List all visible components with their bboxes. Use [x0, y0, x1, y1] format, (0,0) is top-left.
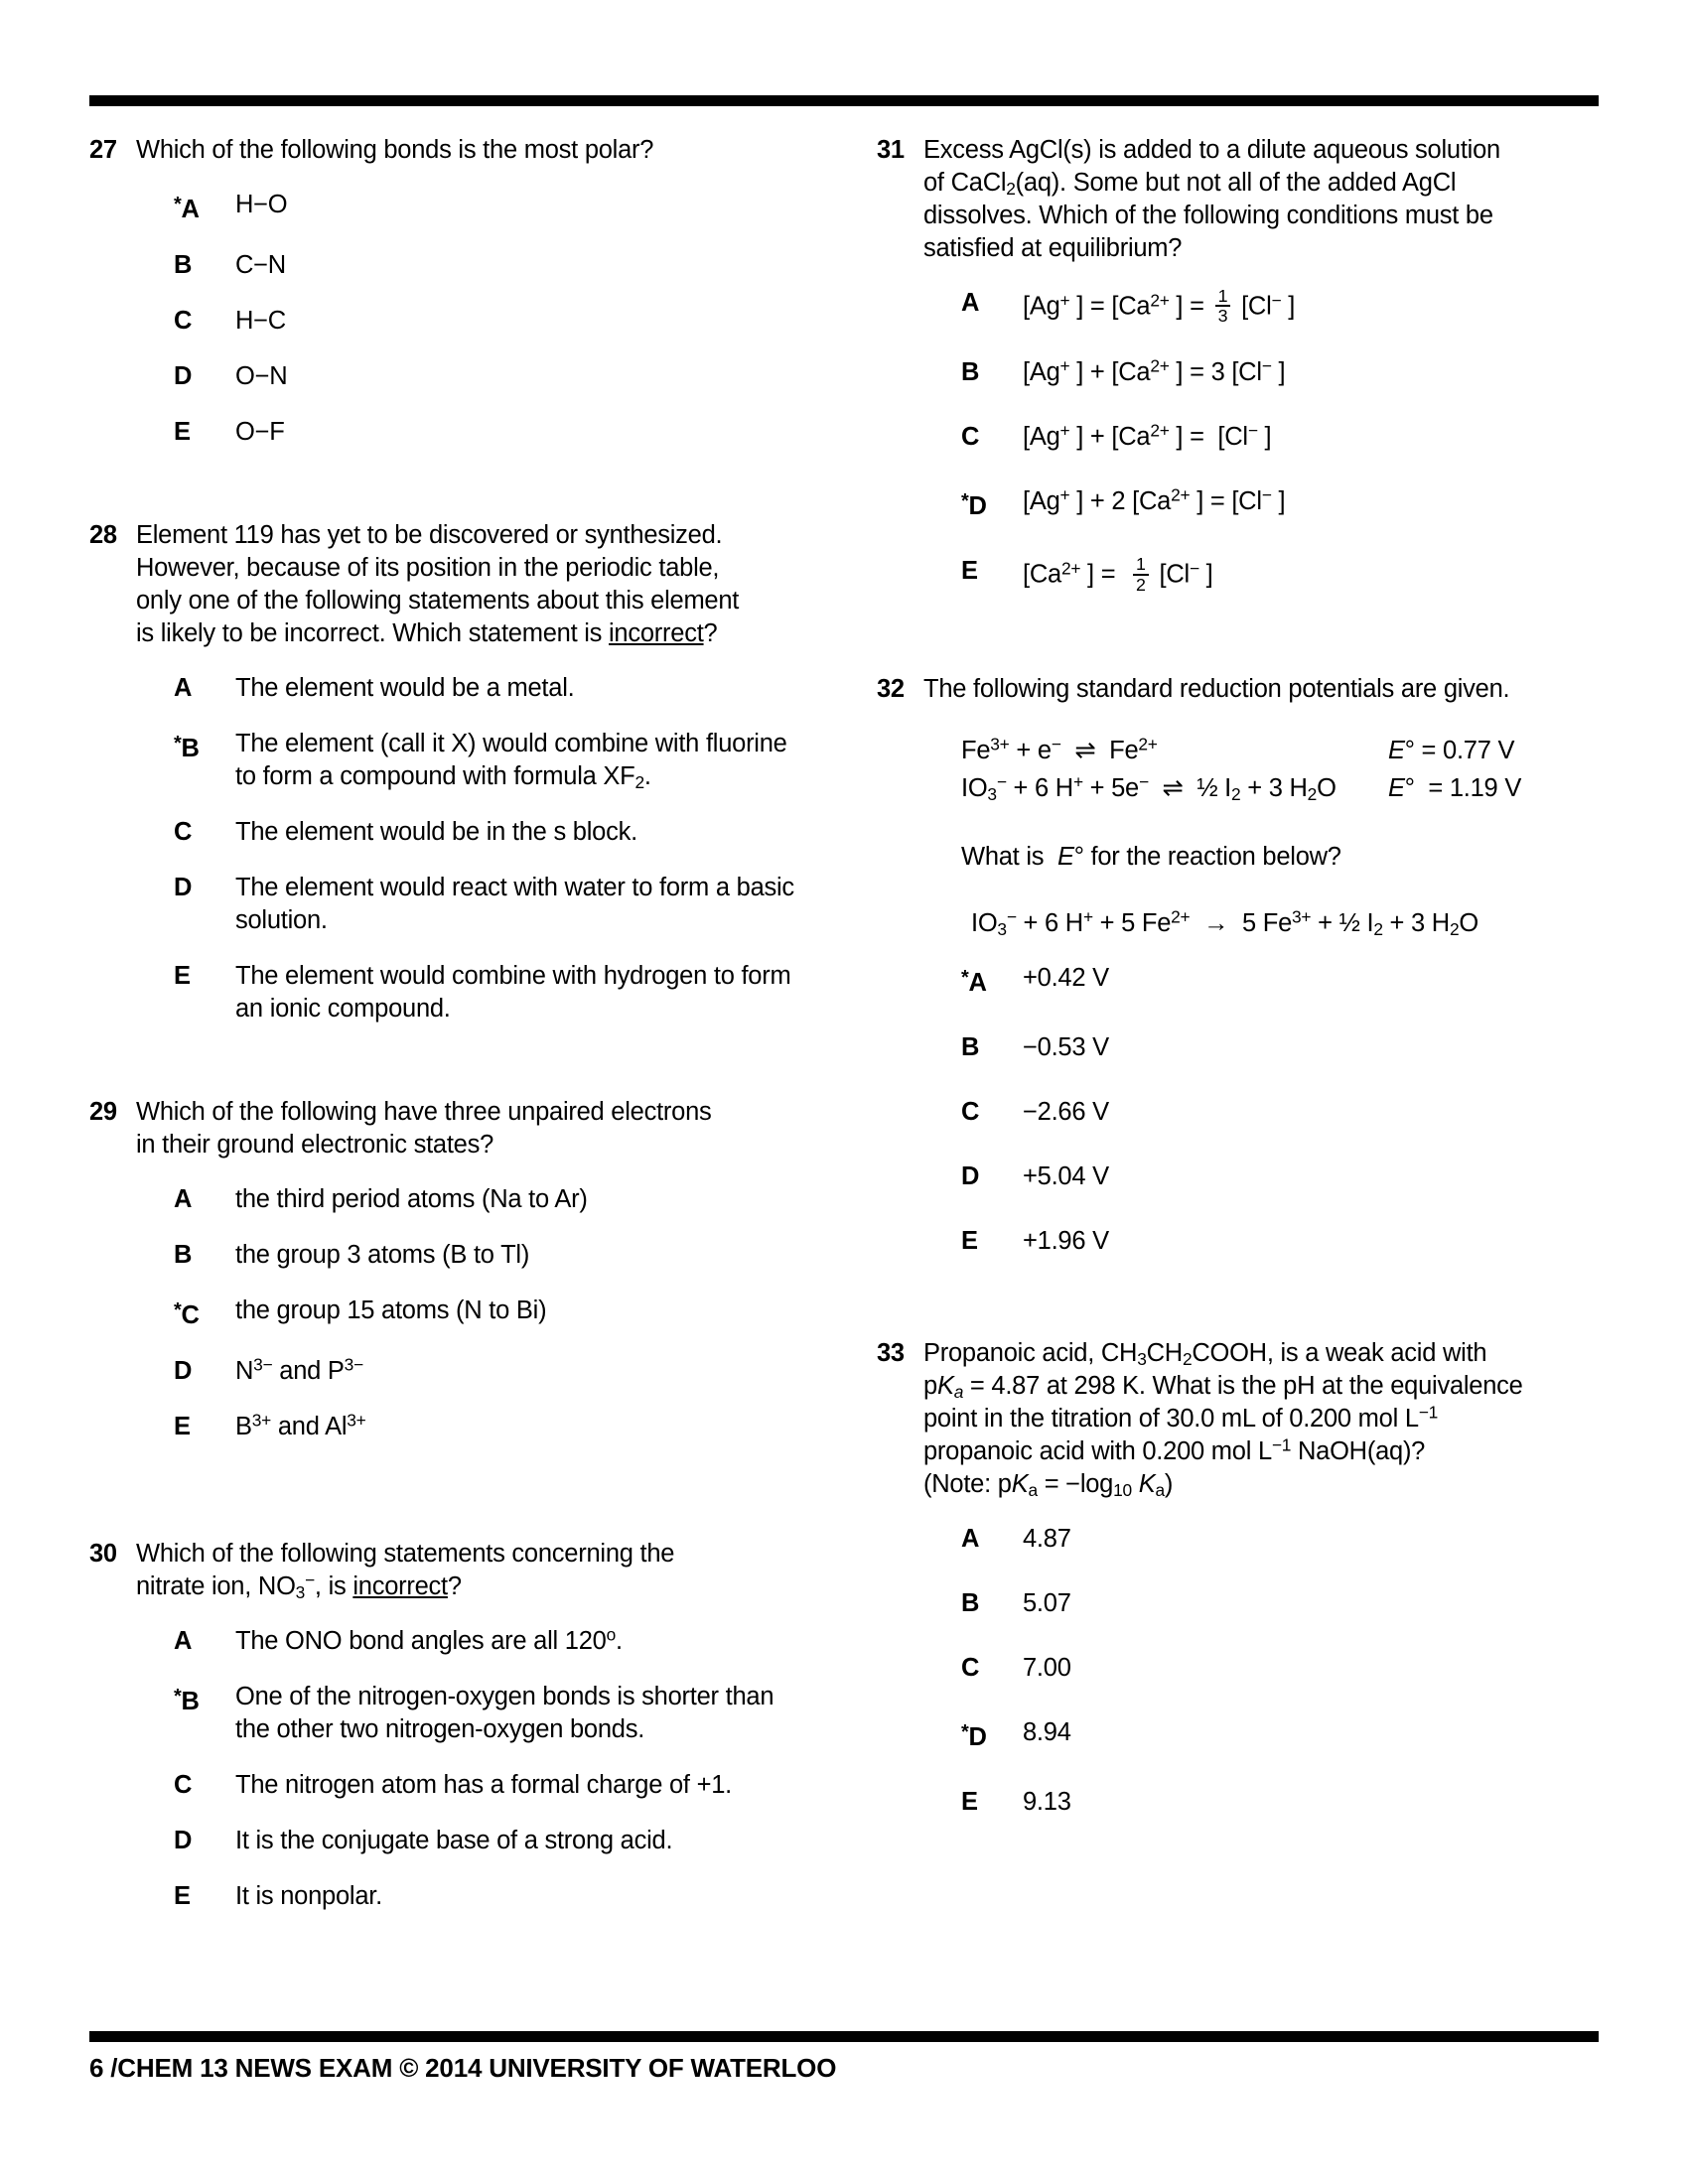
- question-27: [89, 134, 811, 472]
- option-33-d[interactable]: [961, 1716, 1599, 1754]
- question-32-subquestion: What is E° for the reaction below?: [961, 842, 1341, 871]
- option-27-b-letter: B: [174, 251, 193, 279]
- option-30-a-letter: A: [174, 1627, 193, 1655]
- option-32-b-text: −0.53 V: [1023, 1032, 1109, 1061]
- question-31-number: 31: [877, 136, 905, 164]
- option-27-d[interactable]: [174, 360, 811, 393]
- option-29-a[interactable]: [174, 1183, 811, 1216]
- option-29-b[interactable]: [174, 1239, 811, 1272]
- option-29-c-letter: *C: [174, 1299, 200, 1329]
- spacer: [89, 1466, 811, 1538]
- option-31-b-text: [Ag+ ] + [$Ca^{2+}$ ] = 3 [Cl− ]: [1023, 356, 1286, 387]
- question-32-redox-table: [961, 732, 1599, 807]
- question-33-stem-line-3: point in the titration of 30.0 mL of 0.200 mol $L^{-1}$: [923, 1402, 1439, 1433]
- option-28-e-letter: E: [174, 962, 191, 990]
- question-29-options: [136, 1183, 811, 1443]
- top-rule: [89, 95, 1599, 106]
- option-33-b[interactable]: [961, 1587, 1599, 1620]
- question-33-stem: [923, 1337, 1599, 1501]
- option-31-d-text: [Ag+ ] + 2 [$Ca^{2+}$ ] = [Cl− ]: [1023, 485, 1286, 516]
- option-31-c-text: [Ag+ ] + [$Ca^{2+}$ ] = [Cl− ]: [1023, 421, 1272, 452]
- option-32-d[interactable]: [961, 1160, 1599, 1193]
- option-31-b[interactable]: [961, 356, 1599, 389]
- option-28-b-letter: *B: [174, 733, 200, 762]
- question-29-number: 29: [89, 1098, 117, 1126]
- question-28-options: [136, 672, 811, 1025]
- question-32: [877, 673, 1599, 1290]
- option-33-a[interactable]: [961, 1523, 1599, 1556]
- option-28-c-text: The element would be in the s block.: [235, 818, 637, 846]
- left-column: [89, 134, 811, 1936]
- option-27-e[interactable]: [174, 416, 811, 449]
- option-27-d-text: O−N: [235, 362, 288, 390]
- option-27-a-text: H−O: [235, 191, 288, 218]
- option-31-a-text: [Ag+ ] = [$Ca^{2+}$ ] = $\frac{1}{3}$ [Cl− ]: [1023, 286, 1296, 327]
- option-31-c[interactable]: [961, 421, 1599, 454]
- question-31-stem: [923, 134, 1599, 265]
- option-27-c-letter: C: [174, 307, 193, 335]
- question-33-number: 33: [877, 1338, 905, 1367]
- question-30: [89, 1538, 811, 1936]
- option-29-b-text: the group 3 atoms (B to Tl): [235, 1241, 530, 1269]
- question-31-stem-line-3: dissolves. Which of the following conditions must be: [923, 202, 1493, 229]
- option-28-d-letter: D: [174, 874, 193, 901]
- option-28-d[interactable]: [174, 872, 811, 937]
- option-32-c[interactable]: [961, 1096, 1599, 1129]
- question-32-stem: The following standard reduction potentials are given.: [923, 674, 1510, 703]
- option-30-d[interactable]: [174, 1825, 811, 1857]
- question-33-stem-line-5: (Note: $pK_a = -\log_{10}$ $K_a$): [923, 1469, 1174, 1500]
- question-27-number: 27: [89, 136, 117, 164]
- option-33-c-text: 7.00: [1023, 1653, 1071, 1682]
- question-29: [89, 1096, 811, 1466]
- question-30-number: 30: [89, 1540, 117, 1568]
- option-30-a-text: The ONO bond angles are all 120$^o$.: [235, 1624, 623, 1655]
- question-31-options: [923, 287, 1599, 594]
- redox-equation-1: $Fe^{3+} + e^-$ ⇌ $Fe^{2+}$: [961, 734, 1158, 764]
- question-33-stem-line-4: propanoic acid with 0.200 mol $L^{-1}$ NaOH(aq)?: [923, 1434, 1426, 1465]
- option-29-c-text: the group 15 atoms (N to Bi): [235, 1297, 547, 1324]
- question-28-stem-line-3: only one of the following statements about this element: [136, 587, 740, 614]
- option-31-e-text: [$Ca^{2+}$ ] = $\frac{1}{2}$ [Cl− ]: [1023, 554, 1213, 595]
- question-27-body: [136, 134, 811, 472]
- option-27-c[interactable]: [174, 305, 811, 338]
- option-33-e-letter: E: [961, 1787, 978, 1816]
- question-28-stem-underlined: incorrect: [609, 619, 704, 647]
- option-29-e[interactable]: [174, 1411, 811, 1443]
- question-28-stem-line-4a: is likely to be incorrect. Which statement is: [136, 619, 610, 647]
- question-28-stem-line-4b: ?: [703, 619, 718, 647]
- question-32-number: 32: [877, 674, 905, 703]
- question-29-body: [136, 1096, 811, 1466]
- option-31-d[interactable]: [961, 485, 1599, 523]
- option-30-d-text: It is the conjugate base of a strong acid.: [235, 1827, 673, 1854]
- option-33-b-letter: B: [961, 1588, 980, 1617]
- option-31-a[interactable]: [961, 287, 1599, 325]
- option-31-e-letter: E: [961, 557, 978, 586]
- redox-equation-2: $IO_3^- + 6$ H+ + 5e− ⇌ ½ $I_2 + 3$ $H_2O$: [961, 771, 1336, 804]
- question-27-options: [136, 189, 811, 449]
- option-33-c-letter: C: [961, 1653, 980, 1682]
- option-31-c-letter: C: [961, 423, 980, 452]
- question-28-stem: [136, 519, 811, 650]
- question-29-stem-line-1: Which of the following have three unpaired electrons: [136, 1098, 712, 1126]
- option-32-d-letter: D: [961, 1161, 980, 1190]
- option-32-b[interactable]: [961, 1031, 1599, 1064]
- option-28-a-text: The element would be a metal.: [235, 674, 575, 702]
- question-31-stem-line-1: Excess AgCl(s) is added to a dilute aqueous solution: [923, 136, 1500, 164]
- option-28-e[interactable]: [174, 960, 811, 1025]
- option-30-c[interactable]: [174, 1769, 811, 1802]
- redox-row-2: [961, 769, 1599, 807]
- question-33: [877, 1337, 1599, 1850]
- option-32-b-letter: B: [961, 1032, 980, 1061]
- option-31-d-letter: *D: [961, 490, 987, 521]
- question-28-stem-line-1: Element 119 has yet to be discovered or synthesized.: [136, 521, 723, 549]
- option-28-a-letter: A: [174, 674, 193, 702]
- option-27-a[interactable]: [174, 189, 811, 226]
- option-27-b[interactable]: [174, 249, 811, 282]
- option-32-a-text: +0.42 V: [1023, 963, 1109, 992]
- question-30-stem: [136, 1538, 811, 1603]
- option-33-e[interactable]: [961, 1786, 1599, 1819]
- option-29-d-letter: D: [174, 1357, 193, 1385]
- option-33-a-text: 4.87: [1023, 1524, 1071, 1553]
- right-column: [877, 134, 1599, 1936]
- option-32-e[interactable]: [961, 1225, 1599, 1258]
- question-33-stem-line-1: Propanoic acid, $CH_3CH_2COOH$, is a weak acid with: [923, 1338, 1487, 1369]
- option-31-e[interactable]: [961, 555, 1599, 593]
- option-30-c-text: The nitrogen atom has a formal charge of +1.: [235, 1771, 732, 1799]
- option-28-b[interactable]: [174, 728, 811, 793]
- question-32-options: [923, 962, 1599, 1258]
- option-32-c-letter: C: [961, 1097, 980, 1126]
- question-31: [877, 134, 1599, 625]
- option-29-e-text: $B^{3+}$ and $Al^{3+}$: [235, 1410, 366, 1440]
- option-32-a[interactable]: [961, 962, 1599, 1000]
- option-29-e-letter: E: [174, 1413, 191, 1440]
- option-30-e[interactable]: [174, 1880, 811, 1913]
- redox-value-1: E° = 0.77 V: [1388, 736, 1515, 764]
- question-30-body: [136, 1538, 811, 1936]
- question-31-stem-line-4: satisfied at equilibrium?: [923, 234, 1183, 262]
- spacer: [877, 1290, 1599, 1337]
- redox-value-2: E° = 1.19 V: [1388, 773, 1522, 802]
- option-33-e-text: 9.13: [1023, 1787, 1071, 1816]
- question-30-options: [136, 1625, 811, 1913]
- option-30-b[interactable]: [174, 1681, 811, 1746]
- question-33-body: [923, 1337, 1599, 1850]
- option-30-b-text: One of the nitrogen-oxygen bonds is shorter than the other two nitrogen-oxygen bonds.: [235, 1683, 774, 1743]
- question-31-body: [923, 134, 1599, 625]
- option-32-d-text: +5.04 V: [1023, 1161, 1109, 1190]
- option-30-e-text: It is nonpolar.: [235, 1882, 382, 1910]
- option-33-d-text: 8.94: [1023, 1717, 1071, 1746]
- option-30-e-letter: E: [174, 1882, 191, 1910]
- option-30-a[interactable]: [174, 1625, 811, 1658]
- option-27-e-letter: E: [174, 418, 191, 446]
- question-29-stem-line-2: in their ground electronic states?: [136, 1131, 494, 1159]
- question-30-stem-line-1: Which of the following statements concerning the: [136, 1540, 675, 1568]
- spacer: [877, 625, 1599, 673]
- option-32-e-letter: E: [961, 1226, 978, 1255]
- option-29-d-text: $N^{3-}$ and $P^{3-}$: [235, 1354, 363, 1385]
- option-29-c[interactable]: [174, 1295, 811, 1332]
- spacer: [89, 472, 811, 519]
- bottom-rule: [89, 2031, 1599, 2042]
- option-29-a-text: the third period atoms (Na to Ar): [235, 1185, 588, 1213]
- option-30-c-letter: C: [174, 1771, 193, 1799]
- spacer: [89, 1048, 811, 1096]
- option-31-a-letter: A: [961, 289, 980, 317]
- option-29-d[interactable]: [174, 1355, 811, 1388]
- question-30-stem-line-2: nitrate ion, $NO_3^-$, is incorrect?: [136, 1570, 462, 1602]
- question-32-body: [923, 673, 1599, 1290]
- option-27-c-text: H−C: [235, 307, 286, 335]
- question-31-stem-line-2: of CaCl$_2$(aq). Some but not all of the added AgCl: [923, 169, 1457, 199]
- question-28-body: [136, 519, 811, 1048]
- option-28-c[interactable]: [174, 816, 811, 849]
- option-32-e-text: +1.96 V: [1023, 1226, 1109, 1255]
- question-28-number: 28: [89, 521, 117, 549]
- option-33-a-letter: A: [961, 1524, 980, 1553]
- page-footer: 6 /CHEM 13 NEWS EXAM © 2014 UNIVERSITY OF WATERLOO: [89, 2053, 837, 2083]
- option-32-a-letter: *A: [961, 966, 987, 997]
- option-27-d-letter: D: [174, 362, 193, 390]
- option-32-c-text: −2.66 V: [1023, 1097, 1109, 1126]
- option-28-b-text: The element (call it X) would combine with fluorine to form a compound with formula $XF_2$.: [235, 730, 787, 792]
- option-31-b-letter: B: [961, 358, 980, 387]
- option-27-e-text: O−F: [235, 418, 285, 446]
- question-33-stem-line-2: $pK_a = 4.87$ at 298 K. What is the pH at the equivalence: [923, 1371, 1523, 1402]
- option-27-a-letter: *A: [174, 194, 200, 223]
- option-33-b-text: 5.07: [1023, 1588, 1071, 1617]
- option-30-d-letter: D: [174, 1827, 193, 1854]
- option-29-a-letter: A: [174, 1185, 193, 1213]
- question-33-options: [923, 1523, 1599, 1819]
- option-33-d-letter: *D: [961, 1720, 987, 1751]
- option-28-d-text: The element would react with water to form a basic solution.: [235, 874, 794, 934]
- two-column-body: [89, 134, 1599, 1936]
- question-28: [89, 519, 811, 1048]
- question-27-stem: Which of the following bonds is the most polar?: [136, 136, 654, 164]
- option-28-e-text: The element would combine with hydrogen to form an ionic compound.: [235, 962, 791, 1023]
- question-32-reaction: $IO_3^- + 6$ H+ + 5 $Fe^{2+} \to 5$ $Fe^{3+}$ + ½ $I_2 + 3$ $H_2O$: [971, 906, 1478, 939]
- option-27-b-text: C−N: [235, 251, 286, 279]
- option-33-c[interactable]: [961, 1652, 1599, 1685]
- question-28-stem-line-2: However, because of its position in the periodic table,: [136, 554, 720, 582]
- option-28-c-letter: C: [174, 818, 193, 846]
- option-29-b-letter: B: [174, 1241, 193, 1269]
- option-30-b-letter: *B: [174, 1686, 200, 1715]
- option-28-a[interactable]: [174, 672, 811, 705]
- redox-row-1: [961, 732, 1599, 769]
- question-29-stem: [136, 1096, 811, 1161]
